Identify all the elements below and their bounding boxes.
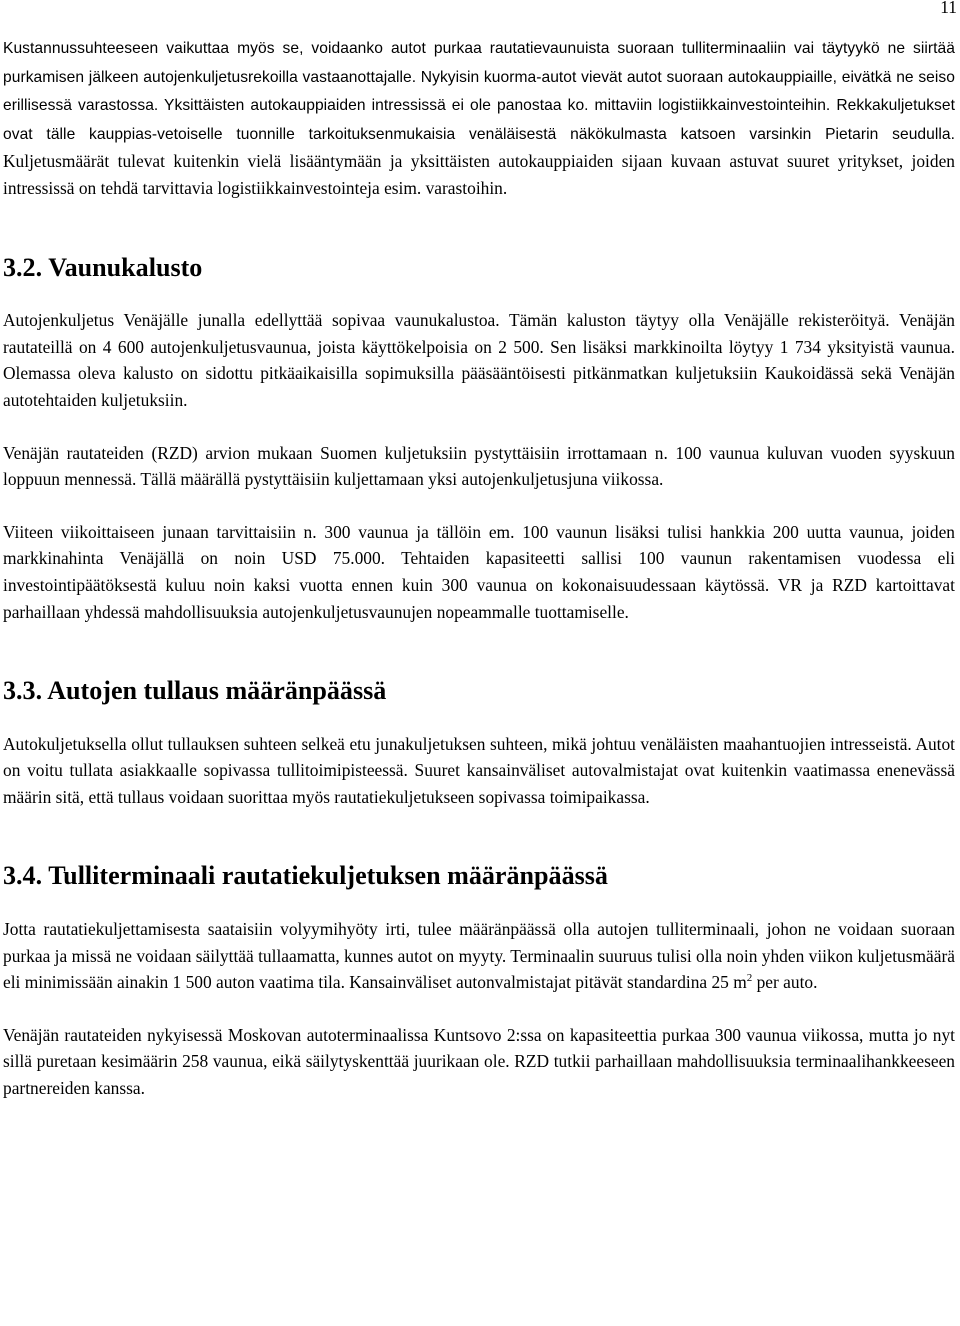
section-heading-3-2 [3, 252, 955, 282]
section-number: 3.4. [3, 861, 43, 891]
superscript: 2 [746, 972, 753, 985]
paragraph-text-tail: per auto. [752, 972, 818, 993]
paragraph-text: Jotta rautatiekuljettamisesta saataisiin volyymihyöty irti, tulee määränpäässä olla autojen tulliterminaali, johon ne voidaan suoraan purkaa ja missä ne voidaan säilyttää tullaamatta, kunnes autot on myyty. Terminaalin suuruus tulisi olla noin yhden viikon kuljetusmäärä eli minimissään ainakin 1 500 auton vaatima tila. Kansainväliset autonvalmistajat pitävät standardina 25 m [3, 919, 955, 993]
page-number: 11 [940, 0, 957, 17]
section-title: Vaunukalusto [48, 252, 203, 282]
paragraph: Autokuljetuksella ollut tullauksen suhteen selkeä etu junakuljetuksen suhteen, mikä johtuu venäläisten maahantuojien intresseistä. Autot on voitu tullata asiakkaalle sopivassa tullitoimipisteessä. Suuret kansainväliset autovalmistajat ovat kuitenkin vaatimassa enenevässä määrin sitä, että tullaus voidaan suorittaa myös rautatiekuljetukseen sopivassa toimipaikassa. [3, 733, 955, 807]
paragraph: Viiteen viikoittaiseen junaan tarvittaisiin n. 300 vaunua ja tällöin em. 100 vaunun lisäksi tulisi hankkia 200 uutta vaunua, joiden markkinahinta Venäjällä on noin USD 75.000. Tehtaiden kapasiteetti sallisi 100 vaunun rakentamisen vuodessa eli investointipäätöksestä kuluu noin kaksi vuotta ennen kuin 300 vaunua on kokonaisuudessaan käytössä. VR ja RZD kartoittavat parhaillaan yhdessä mahdollisuuksia autojenkuljetusvaunujen nopeammalle tuottamiselle. [3, 521, 955, 622]
paragraph: Venäjän rautateiden (RZD) arvion mukaan Suomen kuljetuksiin pystyttäisiin irrottamaan n. 100 vaunua kuluvan vuoden syyskuun loppuun mennessä. Tällä määrällä pystyttäisiin kuljettamaan yksi autojenkuljetusjuna viikossa. [3, 442, 955, 490]
section-title: Tulliterminaali rautatiekuljetuksen määränpäässä [48, 861, 608, 891]
paragraph: Venäjän rautateiden nykyisessä Moskovan autoterminaalissa Kuntsovo 2:ssa on kapasiteettia purkaa 300 vaunua viikossa, mutta jo nyt sillä puretaan kesimäärin 258 vaunua, eikä säilytyskenttää juurikaan ole. RZD tutkii parhaillaan mahdollisuuksia terminaalihankkeeseen partnereiden kanssa. [3, 1024, 955, 1099]
section-number: 3.3. [3, 676, 43, 706]
paragraph: Autojenkuljetus Venäjälle junalla edellyttää sopivaa vaunukalustoa. Tämän kaluston täytyy olla Venäjälle rekisteröityä. Venäjän rautateillä on 4 600 autojenkuljetusvaunua, joista käyttökelpoisia on 2 500. Sen lisäksi markkinoilta löytyy 1 734 yksityistä vaunua. Olemassa oleva kalusto on sidottu pitkäaikaisilla sopimuksilla pääsääntöisesti pitkänmatkan kuljetuksiin Kaukoidässä sekä Venäjän autotehtaiden kuljetuksiin. [3, 310, 955, 410]
section-title: Autojen tullaus määränpäässä [47, 676, 387, 706]
intro-sans-text: Kustannussuhteeseen vaikuttaa myös se, voidaanko autot purkaa rautatievaunuista suoraan tulliterminaaliin vai täytyykö ne siirtää purkamisen jälkeen autojenkuljetusrekoilla vastaanottajalle. Nykyisin kuorma-autot vievät autot suoraan autokauppiaille, eivätkä ne seiso erillisessä varastossa. Yksittäisten autokauppiaiden intressissä ei ole panostaa ko. mittaviin logistiikkainvestointeihin. Rekkakuljetukset ovat tälle kauppias-vetoiselle tuonnille tarkoituksenmukaisia venäläisestä näkökulmasta katsoen varsinkin Pietarin seudulla. [3, 40, 955, 143]
section-heading-3-3 [3, 678, 955, 705]
paragraph [3, 916, 955, 996]
intro-paragraph [3, 34, 955, 202]
section-heading-3-4 [3, 863, 955, 890]
document-body [3, 34, 955, 1102]
intro-serif-text: Kuljetusmäärät tulevat kuitenkin vielä lisääntymään ja yksittäisten autokauppiaiden sijaan kuvaan astuvat suuret yritykset, joiden intressissä on tehdä tarvittavia logistiikkainvestointeja esim. varastoihin. [3, 151, 955, 198]
section-number: 3.2. [3, 252, 43, 282]
